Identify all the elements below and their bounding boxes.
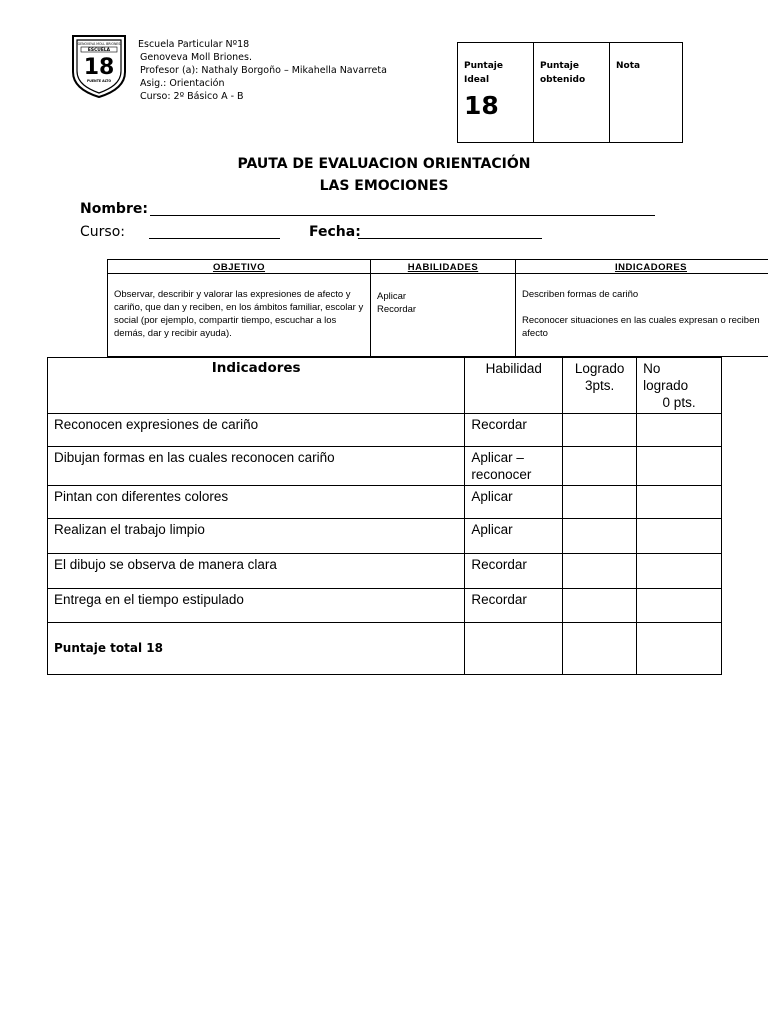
- table-row: [48, 486, 722, 519]
- score-box: [457, 42, 683, 143]
- skills-cell: [371, 274, 516, 357]
- course-field[interactable]: [149, 238, 280, 239]
- grade-label: Nota: [616, 61, 641, 71]
- logo-label: ESCUELA: [87, 48, 111, 53]
- subject-line: Asig.: Orientación: [140, 78, 225, 89]
- ideal-score-label: Puntaje Ideal: [464, 61, 503, 85]
- header-indicators: Indicadores: [48, 358, 465, 414]
- skill-item: Aplicar: [377, 291, 407, 302]
- row-achieved-cell[interactable]: [563, 447, 637, 486]
- row-skill: Aplicar: [465, 519, 563, 554]
- row-achieved-cell[interactable]: [563, 486, 637, 519]
- row-indicator: Entrega en el tiempo estipulado: [48, 589, 465, 623]
- logo-number: 18: [83, 55, 115, 80]
- logo-bottom-text: PUENTE ALTO: [86, 79, 112, 83]
- indicators-header: INDICADORES: [516, 260, 768, 274]
- ideal-score-value: 18: [464, 91, 499, 120]
- total-achieved-cell[interactable]: [563, 623, 637, 675]
- school-name-line: Genoveva Moll Briones.: [140, 52, 252, 63]
- teacher-line: Profesor (a): Nathaly Borgoño – Mikahella Navarreta: [140, 65, 387, 76]
- total-not-achieved-cell[interactable]: [637, 623, 722, 675]
- row-indicator: El dibujo se observa de manera clara: [48, 554, 465, 589]
- row-indicator: Reconocen expresiones de cariño: [48, 414, 465, 447]
- obtained-score-label: Puntaje obtenido: [540, 61, 586, 85]
- skills-header: HABILIDADES: [371, 260, 516, 274]
- date-label: Fecha:: [309, 224, 361, 240]
- indicator-item: Reconocer situaciones en las cuales expresan o reciben afecto: [522, 315, 760, 339]
- row-not-achieved-cell[interactable]: [637, 414, 722, 447]
- row-indicator: Pintan con diferentes colores: [48, 486, 465, 519]
- row-not-achieved-cell[interactable]: [637, 447, 722, 486]
- total-label: Puntaje total 18: [48, 623, 465, 675]
- total-row: [48, 623, 722, 675]
- header-not-achieved-line2: logrado: [643, 378, 689, 393]
- name-label: Nombre:: [80, 201, 148, 217]
- row-skill: Recordar: [465, 589, 563, 623]
- row-achieved-cell[interactable]: [563, 554, 637, 589]
- objective-table: [107, 259, 768, 357]
- evaluation-table: [47, 357, 722, 675]
- objective-text: Observar, describir y valorar las expresiones de afecto y cariño, que dan y reciben, en los ámbitos familiar, escolar y social (por ejemplo, compartir tiempo, escuchar a los demás, dar y recibir ayuda).: [108, 274, 371, 357]
- row-achieved-cell[interactable]: [563, 519, 637, 554]
- row-not-achieved-cell[interactable]: [637, 519, 722, 554]
- school-crest-logo: [70, 34, 128, 98]
- header-not-achieved-line3: 0 pts.: [662, 395, 696, 410]
- row-skill: Recordar: [465, 554, 563, 589]
- objective-header: OBJETIVO: [108, 260, 371, 274]
- header-not-achieved: [637, 358, 722, 414]
- skill-item: Recordar: [377, 304, 417, 315]
- obtained-score-cell[interactable]: [534, 43, 610, 143]
- indicator-item: Describen formas de cariño: [522, 289, 639, 300]
- row-skill: Recordar: [465, 414, 563, 447]
- course-line: Curso: 2º Básico A - B: [140, 91, 244, 102]
- total-skill-cell: [465, 623, 563, 675]
- row-not-achieved-cell[interactable]: [637, 486, 722, 519]
- row-indicator: Dibujan formas en las cuales reconocen cariño: [48, 447, 465, 486]
- row-not-achieved-cell[interactable]: [637, 554, 722, 589]
- name-field[interactable]: [150, 215, 655, 216]
- header-skill: Habilidad: [465, 358, 563, 414]
- row-achieved-cell[interactable]: [563, 414, 637, 447]
- table-row: [48, 589, 722, 623]
- school-info: [138, 38, 387, 103]
- indicators-cell: [516, 274, 768, 357]
- ideal-score-cell: [458, 43, 534, 143]
- table-row: [48, 554, 722, 589]
- row-indicator: Realizan el trabajo limpio: [48, 519, 465, 554]
- school-line: Escuela Particular Nº18: [138, 39, 250, 50]
- row-skill: Aplicar: [465, 486, 563, 519]
- grade-cell[interactable]: [610, 43, 683, 143]
- table-row: [48, 447, 722, 486]
- page-title: PAUTA DE EVALUACION ORIENTACIÓN: [237, 156, 531, 172]
- row-achieved-cell[interactable]: [563, 589, 637, 623]
- row-skill: Aplicar – reconocer: [465, 447, 563, 486]
- row-not-achieved-cell[interactable]: [637, 589, 722, 623]
- header-achieved: Logrado 3pts.: [563, 358, 637, 414]
- course-label: Curso:: [80, 224, 125, 240]
- header-not-achieved-line1: No: [643, 361, 661, 376]
- logo-top-text: GENOVEVA MOLL BRIONES: [77, 42, 121, 46]
- page-subtitle: LAS EMOCIONES: [319, 178, 449, 194]
- table-row: [48, 414, 722, 447]
- date-field[interactable]: [358, 238, 542, 239]
- table-row: [48, 519, 722, 554]
